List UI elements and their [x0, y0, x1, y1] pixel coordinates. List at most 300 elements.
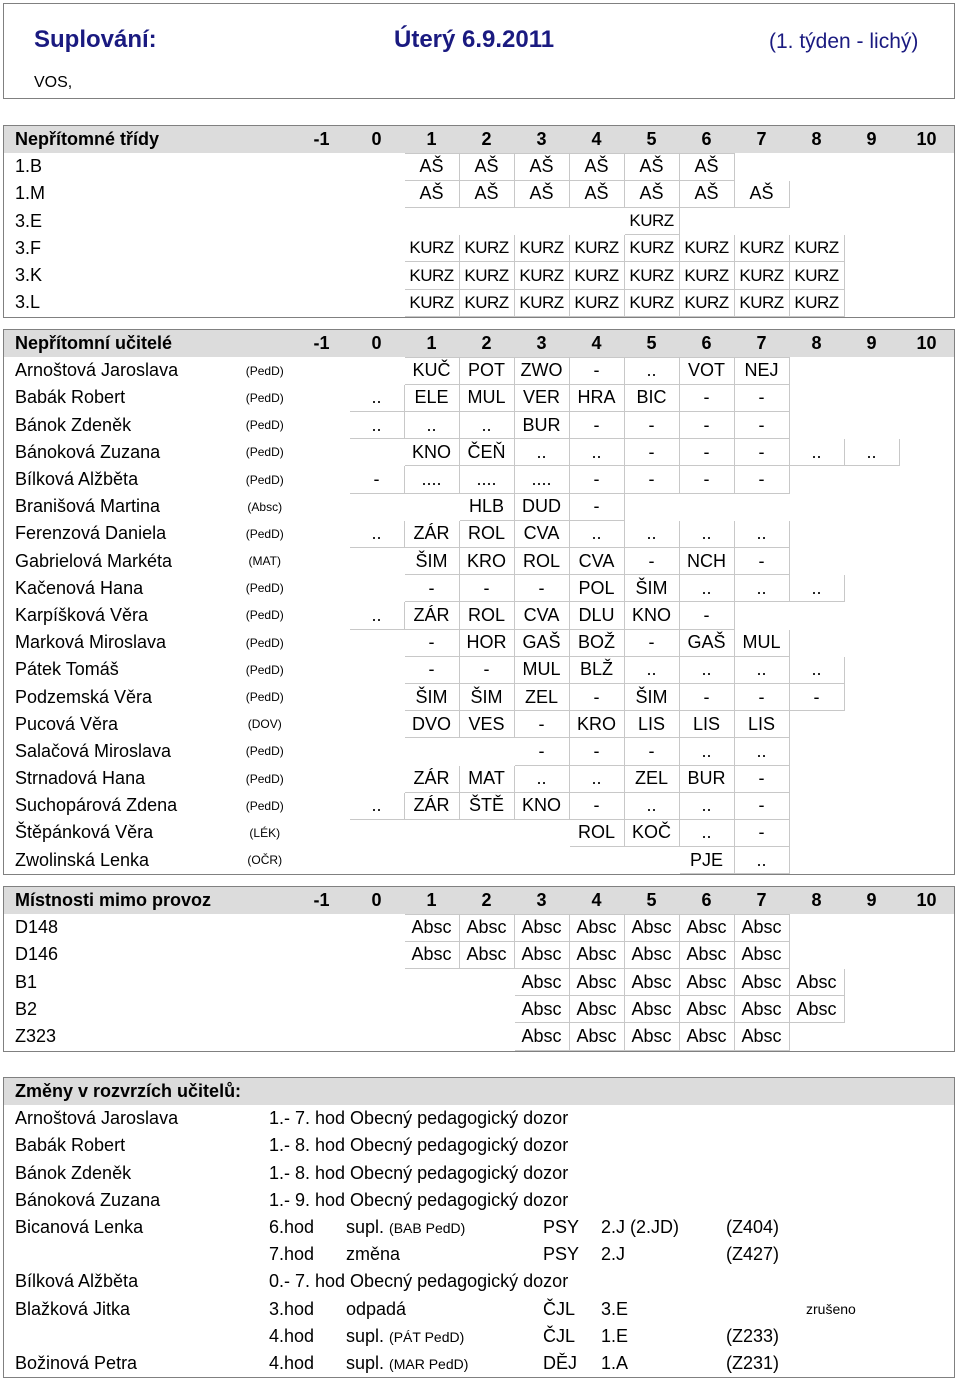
schedule-cell — [679, 493, 734, 520]
hour-header: -1 — [313, 889, 330, 910]
change-class: 2.J — [601, 1244, 626, 1265]
schedule-cell: - — [459, 575, 514, 602]
change-row — [4, 1296, 954, 1323]
schedule-cell: KURZ — [569, 289, 624, 316]
schedule-cell: KURZ — [789, 235, 844, 262]
teacher-name: Bánoková Zuzana — [15, 1189, 161, 1210]
schedule-cell — [844, 941, 899, 968]
schedule-cell: .. — [569, 765, 624, 792]
row-name: Strnadová Hana — [15, 768, 146, 789]
schedule-cell: CVA — [514, 520, 569, 547]
schedule-cell: Absc — [679, 996, 734, 1023]
absent-teachers-row — [4, 575, 954, 602]
schedule-cell: KURZ — [734, 235, 789, 262]
schedule-cell — [459, 1023, 514, 1050]
schedule-cell — [899, 602, 954, 629]
hour-header: 9 — [866, 128, 877, 149]
row-tag: (PedD) — [245, 798, 284, 813]
schedule-cell — [899, 412, 954, 439]
rooms-header-row — [4, 887, 954, 914]
schedule-cell — [404, 819, 459, 846]
schedule-cell — [349, 493, 404, 520]
schedule-cell — [899, 384, 954, 411]
schedule-cell — [899, 1023, 954, 1050]
schedule-cell: KRO — [569, 711, 624, 738]
absent-classes-title: Nepřítomné třídy — [15, 129, 160, 150]
schedule-cell: KURZ — [404, 235, 459, 262]
schedule-cell: .... — [459, 466, 514, 493]
schedule-cell: KURZ — [624, 262, 679, 289]
schedule-cell — [844, 819, 899, 846]
schedule-cell: KURZ — [569, 262, 624, 289]
schedule-cell: - — [734, 792, 789, 819]
change-class: 1.E — [601, 1325, 629, 1346]
change-hour: 6.hod — [269, 1217, 315, 1238]
schedule-cell — [899, 262, 954, 289]
row-name: Salačová Miroslava — [15, 740, 172, 761]
row-tag: (PedD) — [245, 581, 284, 596]
schedule-cell — [789, 1023, 844, 1050]
schedule-cell — [899, 819, 954, 846]
schedule-cell: ZEL — [624, 765, 679, 792]
schedule-cell — [899, 969, 954, 996]
schedule-cell — [404, 208, 459, 235]
change-note: (BAB PedD) — [389, 1220, 466, 1237]
schedule-cell — [899, 996, 954, 1023]
row-tag: (OČR) — [247, 853, 283, 868]
schedule-cell — [294, 548, 349, 575]
rooms-row — [4, 1023, 954, 1050]
absent-classes-row — [4, 262, 954, 289]
change-action: supl. — [346, 1352, 385, 1373]
schedule-cell: .. — [844, 439, 899, 466]
schedule-cell — [899, 575, 954, 602]
schedule-cell: - — [679, 602, 734, 629]
schedule-cell — [459, 996, 514, 1023]
schedule-cell: .. — [349, 384, 404, 411]
schedule-cell: .... — [404, 466, 459, 493]
absent-teachers-row — [4, 466, 954, 493]
schedule-cell — [294, 602, 349, 629]
schedule-cell — [349, 262, 404, 289]
absent-classes-header-row — [4, 126, 954, 153]
change-text: 1.- 8. hod Obecný pedagogický dozor — [269, 1135, 569, 1156]
schedule-cell — [514, 208, 569, 235]
schedule-cell: KURZ — [514, 289, 569, 316]
change-action-cell — [346, 1241, 543, 1268]
schedule-cell — [734, 602, 789, 629]
absent-teachers-row — [4, 792, 954, 819]
schedule-cell: .. — [349, 412, 404, 439]
change-row — [4, 1105, 954, 1132]
teacher-name: Arnoštová Jaroslava — [15, 1108, 179, 1129]
schedule-cell: - — [624, 738, 679, 765]
row-name: 1.M — [15, 183, 46, 204]
schedule-cell — [569, 847, 624, 874]
schedule-cell: BUR — [514, 412, 569, 439]
schedule-cell — [844, 683, 899, 710]
hour-header: 3 — [536, 128, 547, 149]
schedule-cell — [844, 847, 899, 874]
schedule-cell: VER — [514, 384, 569, 411]
schedule-cell — [294, 792, 349, 819]
schedule-cell — [349, 235, 404, 262]
row-name: Arnoštová Jaroslava — [15, 360, 179, 381]
schedule-cell: Absc — [624, 914, 679, 941]
schedule-cell — [349, 629, 404, 656]
schedule-cell — [294, 914, 349, 941]
schedule-cell: ROL — [514, 548, 569, 575]
schedule-cell: Absc — [624, 969, 679, 996]
row-name: Zwolinská Lenka — [15, 849, 150, 870]
schedule-cell — [349, 357, 404, 384]
change-text: 1.- 8. hod Obecný pedagogický dozor — [269, 1162, 569, 1183]
teacher-name: Blažková Jitka — [15, 1298, 131, 1319]
row-name: D146 — [15, 944, 59, 965]
schedule-cell: Absc — [734, 941, 789, 968]
change-extra — [806, 1350, 954, 1377]
schedule-cell: POT — [459, 357, 514, 384]
hour-header: 3 — [536, 889, 547, 910]
schedule-cell — [844, 765, 899, 792]
schedule-cell: KURZ — [734, 289, 789, 316]
schedule-cell: - — [569, 493, 624, 520]
schedule-cell — [349, 575, 404, 602]
schedule-cell — [899, 656, 954, 683]
schedule-cell — [789, 792, 844, 819]
schedule-cell: ZEL — [514, 683, 569, 710]
schedule-cell — [349, 738, 404, 765]
row-name: 1.B — [15, 156, 43, 177]
schedule-cell: .. — [789, 656, 844, 683]
schedule-changes-section — [3, 1077, 955, 1378]
row-name: D148 — [15, 917, 59, 938]
absent-teachers-header-row — [4, 330, 954, 357]
schedule-cell: DLU — [569, 602, 624, 629]
schedule-cell: ZÁR — [404, 520, 459, 547]
schedule-cell: - — [624, 466, 679, 493]
schedule-cell: .. — [459, 412, 514, 439]
row-name: B1 — [15, 971, 38, 992]
schedule-cell — [294, 289, 349, 316]
schedule-cell — [899, 847, 954, 874]
schedule-cell — [789, 819, 844, 846]
schedule-cell: .. — [734, 575, 789, 602]
schedule-cell — [294, 711, 349, 738]
schedule-cell: KNO — [404, 439, 459, 466]
change-row — [4, 1350, 954, 1377]
schedule-cell — [349, 289, 404, 316]
schedule-cell: - — [404, 656, 459, 683]
teacher-name: Božinová Petra — [15, 1352, 138, 1373]
hour-header: 6 — [701, 332, 712, 353]
row-tag: (Absc) — [247, 499, 283, 514]
hour-header: 6 — [701, 889, 712, 910]
schedule-cell — [294, 153, 349, 180]
schedule-cell: ŠIM — [624, 575, 679, 602]
row-name: Ferenzová Daniela — [15, 523, 167, 544]
schedule-cell: ZWO — [514, 357, 569, 384]
schedule-cell — [294, 819, 349, 846]
absent-teachers-row — [4, 711, 954, 738]
change-action-cell — [346, 1350, 543, 1377]
hour-header: 8 — [811, 889, 822, 910]
schedule-cell: - — [734, 439, 789, 466]
row-name: Bánoková Zuzana — [15, 441, 161, 462]
schedule-cell: .. — [734, 847, 789, 874]
hour-header: 0 — [371, 128, 382, 149]
schedule-cell — [294, 575, 349, 602]
row-name: Babák Robert — [15, 387, 126, 408]
schedule-cell: Absc — [569, 996, 624, 1023]
absent-classes-row — [4, 180, 954, 207]
schedule-cell: Absc — [679, 914, 734, 941]
schedule-cell — [404, 1023, 459, 1050]
schedule-cell: KURZ — [514, 235, 569, 262]
schedule-cell — [899, 914, 954, 941]
schedule-cell: - — [569, 357, 624, 384]
schedule-cell — [349, 996, 404, 1023]
hour-header: 7 — [756, 128, 767, 149]
change-row — [4, 1160, 954, 1187]
schedule-cell — [844, 153, 899, 180]
schedule-cell: AŠ — [459, 180, 514, 207]
schedule-cell: ROL — [459, 602, 514, 629]
schedule-cell — [899, 548, 954, 575]
hour-header: 10 — [916, 128, 937, 149]
schedule-cell: KURZ — [404, 289, 459, 316]
schedule-cell — [844, 357, 899, 384]
schedule-cell: LIS — [624, 711, 679, 738]
schedule-cell — [349, 765, 404, 792]
schedule-cell: - — [734, 819, 789, 846]
row-name: Gabrielová Markéta — [15, 550, 173, 571]
row-tag: (PedD) — [245, 635, 284, 650]
row-tag: (PedD) — [245, 690, 284, 705]
schedule-cell — [734, 153, 789, 180]
schedule-cell — [844, 914, 899, 941]
schedule-cell: ROL — [569, 819, 624, 846]
schedule-cell — [459, 819, 514, 846]
schedule-cell — [349, 683, 404, 710]
rooms-title: Místnosti mimo provoz — [15, 890, 212, 911]
schedule-cell: KURZ — [569, 235, 624, 262]
schedule-cell — [844, 235, 899, 262]
schedule-cell: Absc — [789, 969, 844, 996]
schedule-cell: CVA — [569, 548, 624, 575]
schedule-cell: - — [624, 548, 679, 575]
schedule-cell: HLB — [459, 493, 514, 520]
schedule-cell: AŠ — [514, 153, 569, 180]
schedule-cell: - — [514, 575, 569, 602]
hour-header: 5 — [646, 128, 657, 149]
row-tag: (PedD) — [245, 771, 284, 786]
schedule-cell: .. — [734, 520, 789, 547]
changes-title: Změny v rozvrzích učitelů: — [15, 1081, 242, 1102]
row-tag: (PedD) — [245, 418, 284, 433]
hour-header: 10 — [916, 889, 937, 910]
schedule-cell — [404, 847, 459, 874]
schedule-cell: Absc — [569, 941, 624, 968]
schedule-cell — [789, 738, 844, 765]
schedule-cell — [789, 711, 844, 738]
schedule-cell — [734, 493, 789, 520]
schedule-cell: - — [459, 656, 514, 683]
hour-header: 7 — [756, 332, 767, 353]
change-subject: ČJL — [543, 1298, 576, 1319]
teacher-name: Bánok Zdeněk — [15, 1162, 132, 1183]
schedule-cell: Absc — [734, 996, 789, 1023]
schedule-cell: .. — [349, 792, 404, 819]
hour-header: 10 — [916, 332, 937, 353]
schedule-cell — [899, 235, 954, 262]
schedule-cell: BIC — [624, 384, 679, 411]
schedule-cell: BOŽ — [569, 629, 624, 656]
schedule-cell: AŠ — [624, 180, 679, 207]
schedule-cell — [349, 548, 404, 575]
hour-header: -1 — [313, 332, 330, 353]
schedule-cell: GAŠ — [514, 629, 569, 656]
schedule-cell — [294, 738, 349, 765]
schedule-cell: ELE — [404, 384, 459, 411]
schedule-cell: .. — [569, 439, 624, 466]
row-name: 3.E — [15, 210, 43, 231]
schedule-cell: .. — [789, 439, 844, 466]
schedule-cell: NCH — [679, 548, 734, 575]
change-hour: 3.hod — [269, 1298, 315, 1319]
schedule-cell: - — [734, 412, 789, 439]
schedule-cell — [349, 439, 404, 466]
schedule-cell: .. — [679, 520, 734, 547]
hour-header: 3 — [536, 332, 547, 353]
schedule-cell: .. — [679, 792, 734, 819]
row-tag: (PedD) — [245, 608, 284, 623]
schedule-cell — [899, 629, 954, 656]
schedule-cell: .. — [679, 656, 734, 683]
absent-teachers-row — [4, 412, 954, 439]
hour-header: 2 — [481, 889, 492, 910]
schedule-cell — [459, 738, 514, 765]
schedule-cell — [789, 602, 844, 629]
schedule-cell — [679, 208, 734, 235]
absent-teachers-title: Nepřítomní učitelé — [15, 333, 173, 354]
schedule-cell: .. — [679, 738, 734, 765]
schedule-cell — [844, 1023, 899, 1050]
schedule-cell: - — [789, 683, 844, 710]
schedule-cell — [844, 262, 899, 289]
schedule-cell — [624, 493, 679, 520]
schedule-cell: GAŠ — [679, 629, 734, 656]
schedule-cell: .. — [789, 575, 844, 602]
change-extra: zrušeno — [806, 1301, 856, 1318]
row-name: Kačenová Hana — [15, 577, 144, 598]
hour-header: 2 — [481, 128, 492, 149]
schedule-cell — [899, 683, 954, 710]
row-tag: (PedD) — [245, 744, 284, 759]
schedule-cell: - — [349, 466, 404, 493]
schedule-cell: KURZ — [624, 235, 679, 262]
schedule-cell: Absc — [624, 996, 679, 1023]
schedule-cell: KNO — [624, 602, 679, 629]
schedule-cell: .. — [624, 792, 679, 819]
absent-classes-row — [4, 208, 954, 235]
schedule-cell — [899, 765, 954, 792]
change-class: 3.E — [601, 1298, 629, 1319]
schedule-cell: Absc — [459, 941, 514, 968]
schedule-cell: AŠ — [404, 180, 459, 207]
schedule-cell: - — [514, 738, 569, 765]
schedule-cell: .. — [734, 656, 789, 683]
rooms-row — [4, 914, 954, 941]
schedule-cell: - — [734, 548, 789, 575]
row-tag: (PedD) — [245, 363, 284, 378]
change-room: (Z231) — [726, 1352, 780, 1373]
schedule-cell — [844, 738, 899, 765]
schedule-cell — [789, 765, 844, 792]
schedule-cell — [294, 180, 349, 207]
row-name: Marková Miroslava — [15, 632, 167, 653]
schedule-cell: ZÁR — [404, 765, 459, 792]
schedule-cell — [294, 629, 349, 656]
schedule-cell: KURZ — [624, 289, 679, 316]
schedule-cell — [514, 847, 569, 874]
schedule-cell — [404, 493, 459, 520]
hour-header: 1 — [426, 889, 437, 910]
schedule-cell — [404, 996, 459, 1023]
schedule-cell — [789, 208, 844, 235]
hour-header: 0 — [371, 332, 382, 353]
schedule-cell: - — [679, 439, 734, 466]
schedule-cell: KURZ — [624, 208, 679, 235]
schedule-cell: KURZ — [679, 262, 734, 289]
schedule-cell — [844, 466, 899, 493]
change-hour: 4.hod — [269, 1325, 315, 1346]
absent-teachers-row — [4, 765, 954, 792]
schedule-cell: Absc — [569, 969, 624, 996]
row-name: 3.K — [15, 265, 43, 286]
schedule-cell: Absc — [624, 1023, 679, 1050]
schedule-cell: - — [569, 466, 624, 493]
change-action-cell — [346, 1214, 543, 1241]
hour-header: 4 — [591, 889, 602, 910]
week-info: (1. týden - lichý) — [769, 30, 919, 53]
row-tag: (PedD) — [245, 662, 284, 677]
schedule-cell: Absc — [569, 1023, 624, 1050]
schedule-cell — [349, 847, 404, 874]
schedule-cell: - — [404, 575, 459, 602]
rooms-row — [4, 941, 954, 968]
schedule-cell: Absc — [459, 914, 514, 941]
schedule-cell: AŠ — [459, 153, 514, 180]
hour-header: 0 — [371, 889, 382, 910]
schedule-cell: .... — [514, 466, 569, 493]
absent-teachers-row — [4, 439, 954, 466]
schedule-cell: .. — [514, 765, 569, 792]
schedule-cell — [844, 711, 899, 738]
schedule-cell: - — [569, 792, 624, 819]
schedule-cell — [899, 357, 954, 384]
absent-teachers-row — [4, 847, 954, 874]
schedule-cell — [789, 914, 844, 941]
row-name: Bílková Alžběta — [15, 469, 139, 490]
schedule-cell: .. — [734, 738, 789, 765]
teacher-name: Bicanová Lenka — [15, 1217, 144, 1238]
schedule-cell — [844, 575, 899, 602]
schedule-cell — [349, 711, 404, 738]
change-room: (Z404) — [726, 1217, 780, 1238]
schedule-cell: .. — [679, 819, 734, 846]
absent-teachers-row — [4, 548, 954, 575]
